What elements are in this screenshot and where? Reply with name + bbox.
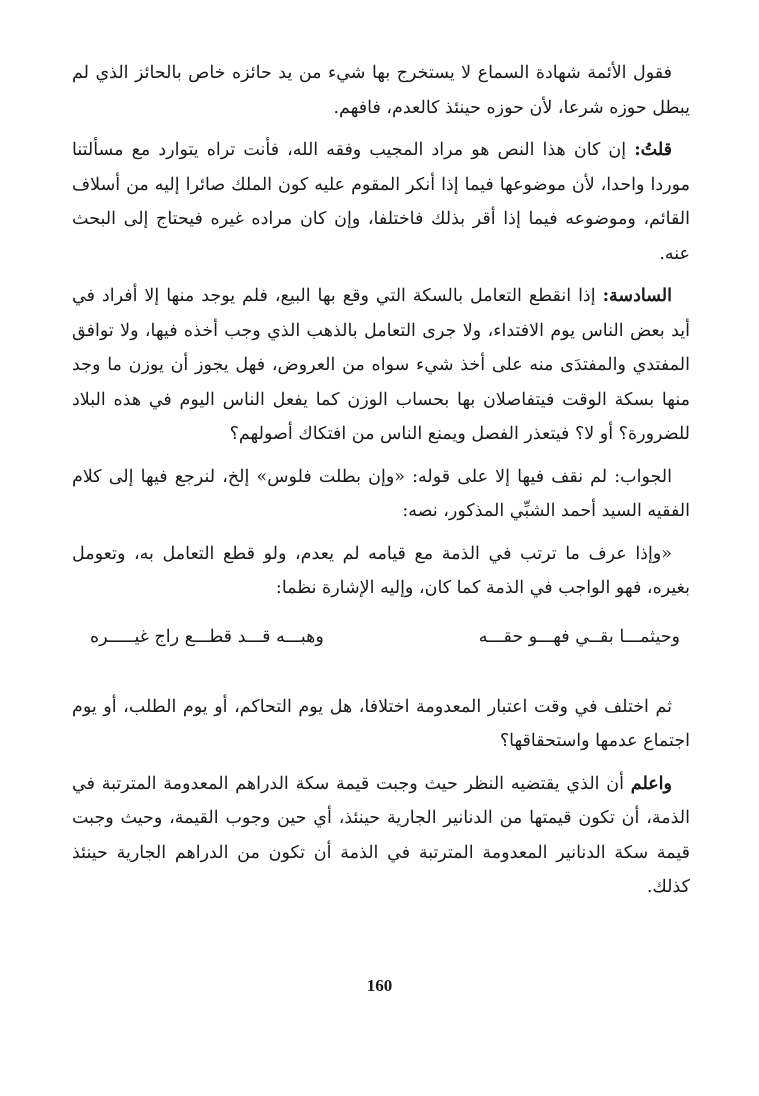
paragraph-2-lead: قلتُ: — [634, 140, 672, 160]
paragraph-7 — [72, 767, 690, 905]
verse-line — [90, 620, 680, 654]
paragraph-3-lead: السادسة: — [602, 286, 672, 306]
paragraph-2-text: إن كان هذا النص هو مراد المجيب وفقه الله، فأنت تراه يتوارد مع مسألتنا موردا واحدا، لأن موضوعها فيما إذا أنكر المقوم عليه كون الملك صائرا إليه من أسلاف القائم، وموضوعه فيما إذا أقر بذلك فاختلفا، وإن كان مراده غيره فيحتاج إلى البحث عنه. — [72, 140, 690, 264]
page-number: 160 — [366, 976, 393, 995]
verse-first-hemistich: وحيثمـــا بقــي فهـــو حقـــه — [478, 626, 680, 647]
paragraph-6 — [72, 690, 690, 759]
paragraph-2 — [72, 133, 690, 271]
verse-second-hemistich: وهبـــه قـــد قطـــع راج غيـــــره — [90, 626, 324, 647]
paragraph-5-text: «وإذا عرف ما ترتب في الذمة مع قيامه لم يعدم، ولو قطع التعامل به، وتعومل بغيره، فهو الواجب في الذمة كما كان، وإليه الإشارة نظما: — [72, 543, 690, 598]
paragraph-4 — [72, 460, 690, 529]
paragraph-3 — [72, 279, 690, 452]
page-body — [72, 56, 690, 913]
paragraph-4-text: الجواب: لم نقف فيها إلا على قوله: «وإن بطلت فلوس» إلخ، لنرجع فيها إلى كلام الفقيه السيد أحمد الشبِّي المذكور، نصه: — [72, 466, 690, 521]
paragraph-3-text: إذا انقطع التعامل بالسكة التي وقع بها البيع، فلم يوجد منها إلا أفراد في أيد بعض الناس يوم الافتداء، ولا جرى التعامل بالذهب الذي وجب أخذه فيها، ولا توافق المفتدي والمفتدَى منه على أخذ شيء سواه من العروض، فهل يجوز أن يوزن ما وجد منها بسكة الوقت فيتفاصلان بها بحساب الوزن كما يفعل الناس اليوم في هذه البلاد للضرورة؟ أو لا؟ فيتعذر الفصل ويمنع الناس من افتكاك أصولهم؟ — [72, 286, 690, 444]
paragraph-5 — [72, 537, 690, 606]
paragraph-1 — [72, 56, 690, 125]
paragraph-7-lead: واعلم — [630, 773, 672, 794]
paragraph-1-text: فقول الأئمة شهادة السماع لا يستخرج بها شيء من يد حائزه خاص بالحائز الذي لم يبطل حوزه شرعا، لأن حوزه حينئذ كالعدم، فافهم. — [72, 63, 690, 118]
paragraph-6-text: ثم اختلف في وقت اعتبار المعدومة اختلافا، هل يوم التحاكم، أو يوم الطلب، أو يوم اجتماع عدمها واستحقاقها؟ — [72, 696, 690, 751]
paragraph-7-text: أن الذي يقتضيه النظر حيث وجبت قيمة سكة الدراهم المعدومة المترتبة في الذمة، أن تكون قيمتها من الدنانير الجارية حينئذ، أي حين وجوب القيمة، وحيث وجبت قيمة سكة الدنانير المعدومة المترتبة في الذمة أن تكون من الدراهم الجارية حينئذ كذلك. — [72, 773, 690, 897]
